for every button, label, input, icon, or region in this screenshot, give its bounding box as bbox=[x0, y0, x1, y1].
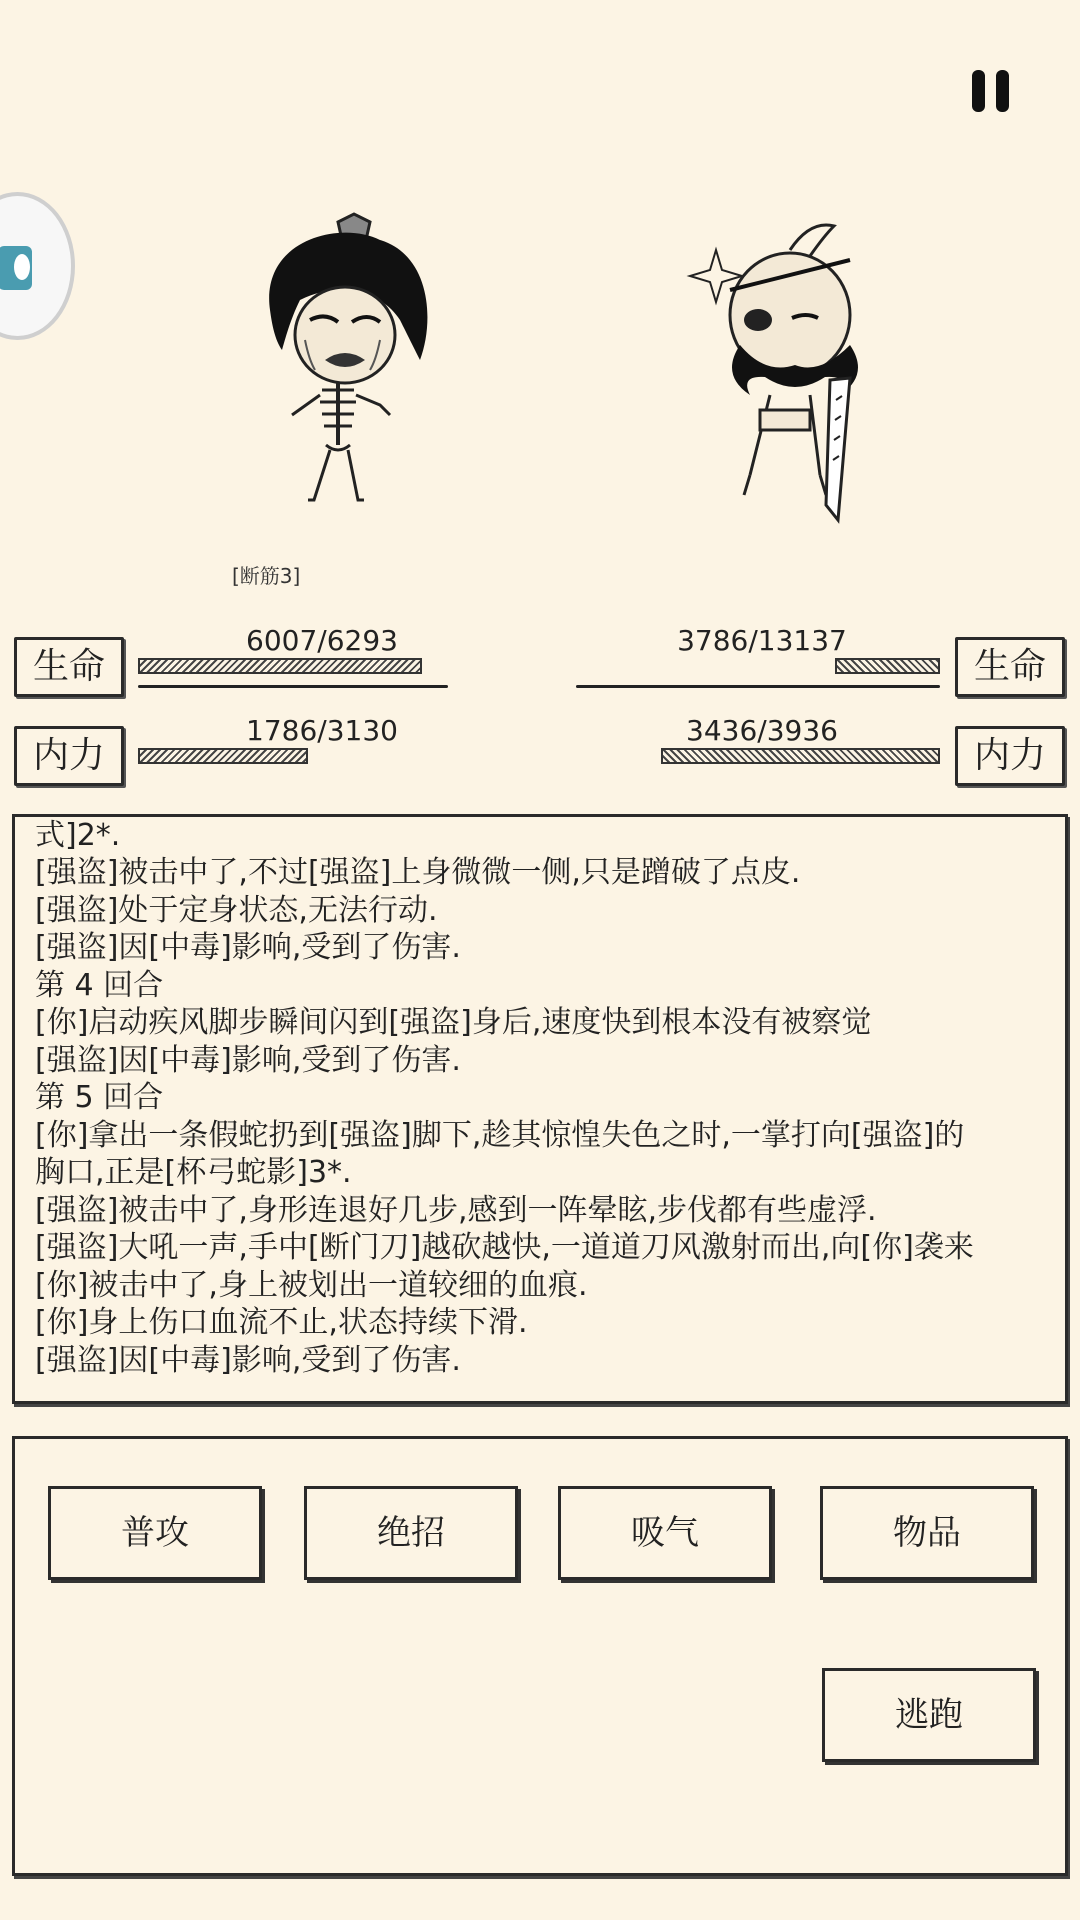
log-line: 式]2*. bbox=[35, 817, 121, 853]
log-line: 胸口,正是[杯弓蛇影]3*. bbox=[35, 1155, 352, 1190]
player-status-effect: [断筋3] bbox=[232, 564, 301, 588]
log-line: [你]启动疾风脚步瞬间闪到[强盗]身后,速度快到根本没有被察觉 bbox=[35, 1005, 872, 1040]
player-mp-label: 内力 bbox=[14, 726, 124, 786]
log-line: [强盗]因[中毒]影响,受到了伤害. bbox=[35, 930, 461, 965]
enemy-mp-value: 3436/3936 bbox=[686, 714, 838, 747]
flee-button[interactable]: 逃跑 bbox=[822, 1668, 1036, 1762]
battle-log[interactable] bbox=[12, 814, 1068, 1404]
log-line: [你]身上伤口血流不止,状态持续下滑. bbox=[35, 1305, 528, 1340]
player-hp-bar bbox=[138, 658, 448, 692]
log-line: 第 4 回合 bbox=[35, 967, 164, 1003]
attack-button[interactable]: 普攻 bbox=[48, 1486, 262, 1580]
pause-icon bbox=[972, 70, 985, 112]
enemy-mp-label: 内力 bbox=[955, 726, 1065, 786]
log-line: [你]拿出一条假蛇扔到[强盗]脚下,趁其惊惶失色之时,一掌打向[强盗]的 bbox=[35, 1117, 965, 1153]
player-mp-value: 1786/3130 bbox=[246, 714, 398, 747]
log-line: [强盗]因[中毒]影响,受到了伤害. bbox=[35, 1042, 461, 1078]
battle-log-lines bbox=[35, 817, 1051, 1380]
enemy-mp-bar bbox=[620, 748, 940, 768]
log-line: 第 5 回合 bbox=[35, 1080, 164, 1115]
enemy-bandit-character bbox=[680, 220, 920, 550]
floating-assistant-icon[interactable] bbox=[0, 192, 75, 340]
enemy-hp-value: 3786/13137 bbox=[677, 624, 847, 657]
ultimate-button[interactable]: 绝招 bbox=[304, 1486, 518, 1580]
player-hp-label: 生命 bbox=[14, 637, 124, 697]
player-mp-bar bbox=[138, 748, 448, 768]
log-line: [你]被击中了,身上被划出一道较细的血痕. bbox=[35, 1267, 588, 1303]
log-line: [强盗]大吼一声,手中[断门刀]越砍越快,一道道刀风激射而出,向[你]袭来 bbox=[35, 1230, 974, 1265]
items-button[interactable]: 物品 bbox=[820, 1486, 1034, 1580]
pause-button[interactable] bbox=[968, 68, 1016, 116]
log-line: [强盗]因[中毒]影响,受到了伤害. bbox=[35, 1342, 461, 1378]
player-hp-value: 6007/6293 bbox=[246, 624, 398, 657]
enemy-hp-label: 生命 bbox=[955, 637, 1065, 697]
log-line: [强盗]处于定身状态,无法行动. bbox=[35, 892, 438, 928]
player-character bbox=[230, 200, 470, 530]
enemy-hp-bar bbox=[576, 658, 940, 692]
log-line: [强盗]被击中了,身形连退好几步,感到一阵晕眩,步伐都有些虚浮. bbox=[35, 1192, 877, 1228]
breathe-button[interactable]: 吸气 bbox=[558, 1486, 772, 1580]
log-line: [强盗]被击中了,不过[强盗]上身微微一侧,只是蹭破了点皮. bbox=[35, 855, 801, 890]
